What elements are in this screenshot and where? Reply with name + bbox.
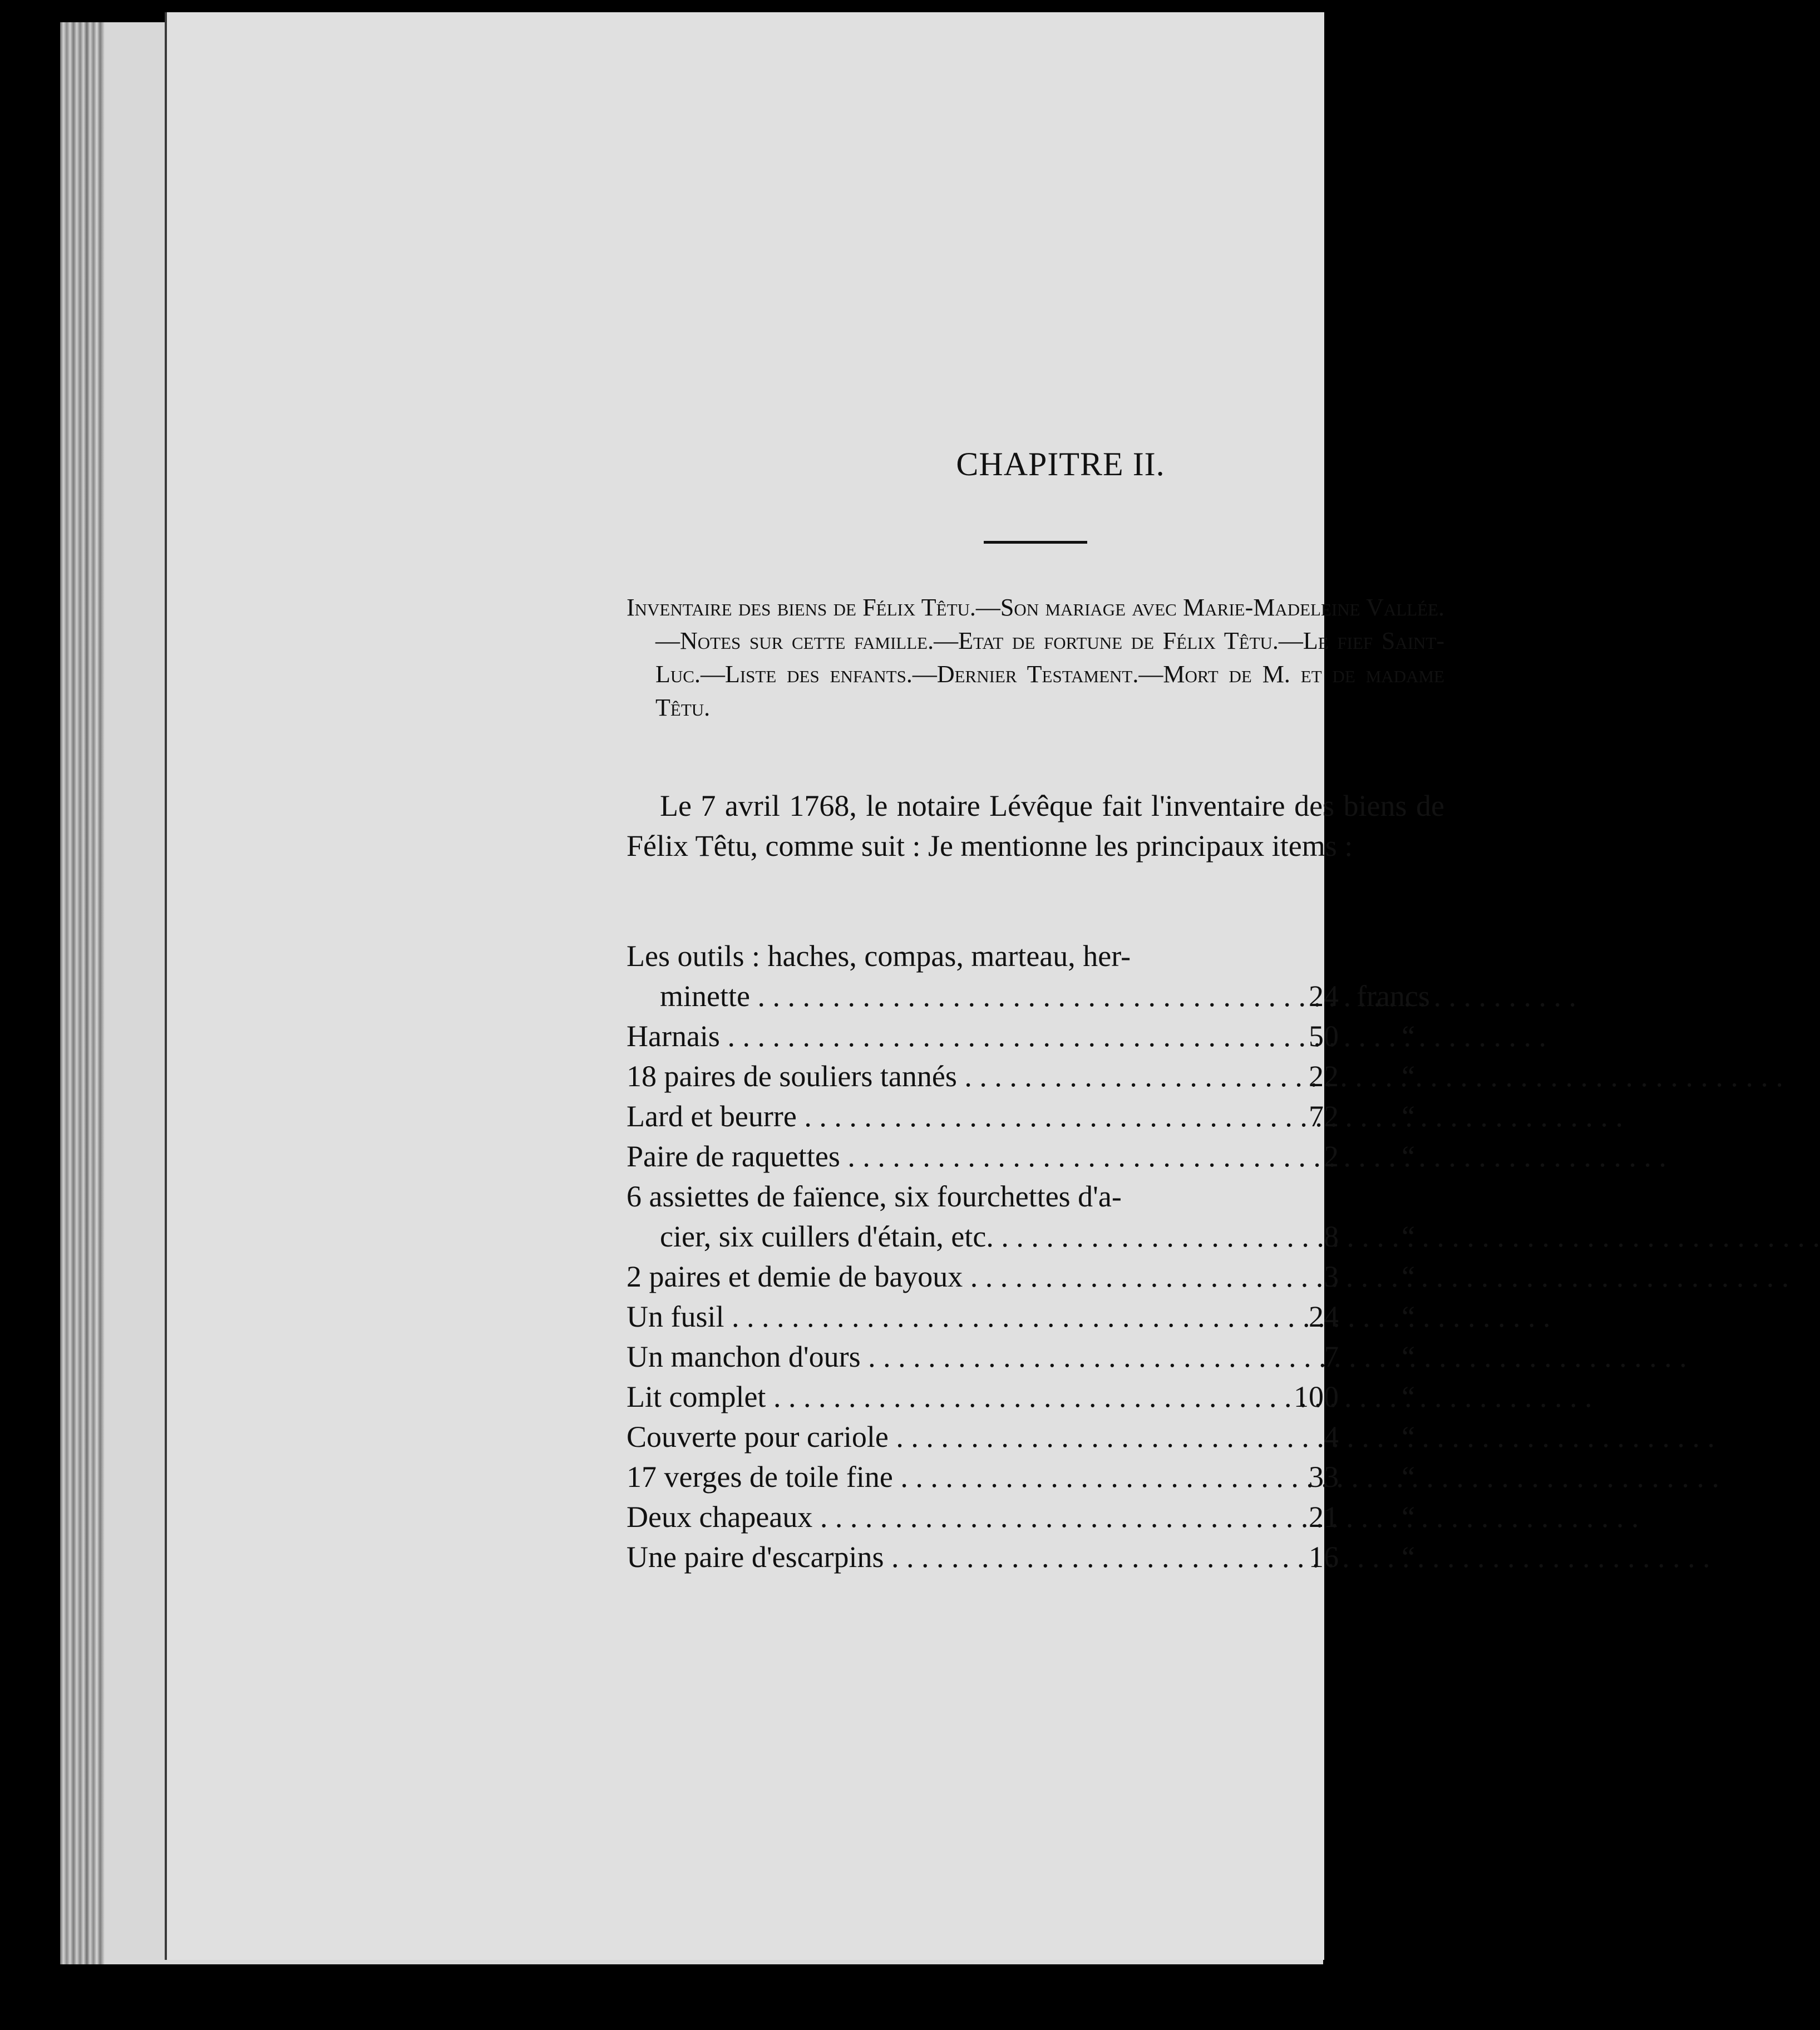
list-item bbox=[627, 1216, 1444, 1257]
item-label: Couverte pour cariole . . . bbox=[627, 1417, 1233, 1457]
item-ditto: “ bbox=[1402, 1500, 1415, 1534]
item-text: Les outils : haches, compas, marteau, her- bbox=[627, 939, 1131, 973]
page-content bbox=[627, 12, 1444, 1960]
item-label: Un manchon d'ours . . . bbox=[627, 1337, 1233, 1377]
item-label: 17 verges de toile fine . . . bbox=[627, 1457, 1233, 1497]
item-amount: 3 bbox=[1324, 1260, 1339, 1293]
list-item bbox=[627, 1417, 1444, 1457]
list-item bbox=[627, 1377, 1444, 1417]
item-label: Un fusil . . . bbox=[627, 1297, 1233, 1337]
item-ditto: “ bbox=[1402, 1420, 1415, 1453]
item-ditto: “ bbox=[1402, 1100, 1415, 1133]
list-item bbox=[627, 1136, 1444, 1176]
chapter-summary bbox=[627, 591, 1444, 725]
item-label: Harnais . . . bbox=[627, 1016, 1233, 1056]
item-label: minette . . . bbox=[660, 976, 1233, 1016]
item-amount: 22 bbox=[1309, 1060, 1339, 1093]
item-amount: 7 bbox=[1324, 1340, 1339, 1373]
item-ditto: “ bbox=[1402, 1140, 1415, 1173]
list-item bbox=[627, 976, 1444, 1016]
item-amount: 2 bbox=[1324, 1140, 1339, 1173]
item-ditto: “ bbox=[1402, 1380, 1415, 1413]
list-item bbox=[627, 1337, 1444, 1377]
item-ditto: “ bbox=[1402, 1220, 1415, 1253]
item-amount: 16 bbox=[1309, 1540, 1339, 1574]
list-item bbox=[627, 936, 1444, 976]
inventory-list bbox=[627, 936, 1444, 1577]
list-item bbox=[627, 1257, 1444, 1297]
book-page bbox=[165, 12, 1444, 1960]
item-ditto: “ bbox=[1402, 1540, 1415, 1574]
chapter-summary-text: Inventaire des biens de Félix Têtu.—Son mariage avec Marie-Madeleine Vallée.—Notes sur cette famille.—Etat de fortune de Félix Têtu.—Le fief Saint-Luc.—Liste des enfants.—Dernier Testament.—Mort de M. et de madame Têtu. bbox=[627, 594, 1444, 721]
item-amount: 8 bbox=[1324, 1220, 1339, 1253]
item-amount: 21 bbox=[1309, 1500, 1339, 1534]
item-label: 18 paires de souliers tannés . . . bbox=[627, 1056, 1233, 1096]
item-ditto: “ bbox=[1402, 1060, 1415, 1093]
item-ditto: “ bbox=[1402, 1300, 1415, 1333]
item-ditto: “ bbox=[1402, 1260, 1415, 1293]
item-text: 6 assiettes de faïence, six fourchettes d'a- bbox=[627, 1180, 1122, 1213]
list-item bbox=[627, 1457, 1444, 1497]
list-item bbox=[627, 1056, 1444, 1096]
list-item bbox=[627, 1537, 1444, 1577]
list-item bbox=[627, 1297, 1444, 1337]
item-label: cier, six cuillers d'étain, etc. . . . bbox=[660, 1216, 1233, 1257]
item-amount: 4 bbox=[1324, 1420, 1339, 1453]
item-amount: 72 bbox=[1309, 1100, 1339, 1133]
item-amount: 24 bbox=[1309, 979, 1339, 1013]
item-amount: 50 bbox=[1309, 1019, 1339, 1053]
list-item bbox=[627, 1497, 1444, 1537]
item-label: Deux chapeaux . . . bbox=[627, 1497, 1233, 1537]
item-label: Lard et beurre . . . bbox=[627, 1096, 1233, 1136]
item-amount: 100 bbox=[1294, 1380, 1339, 1413]
item-ditto: “ bbox=[1402, 1019, 1415, 1053]
item-label: Lit complet . . . bbox=[627, 1377, 1233, 1417]
item-amount: 33 bbox=[1309, 1460, 1339, 1494]
item-ditto: “ bbox=[1402, 1460, 1415, 1494]
item-ditto: “ bbox=[1402, 1340, 1415, 1373]
item-label: Paire de raquettes . . . bbox=[627, 1136, 1233, 1176]
chapter-title: CHAPITRE II. bbox=[956, 446, 1165, 482]
intro-paragraph: Le 7 avril 1768, le notaire Lévêque fait l'inventaire des biens de Félix Têtu, comme suit : Je mentionne les principaux items : bbox=[627, 789, 1444, 863]
item-unit: francs bbox=[1357, 979, 1430, 1013]
item-amount: 24 bbox=[1309, 1300, 1339, 1333]
list-item bbox=[627, 1176, 1444, 1216]
item-label: 2 paires et demie de bayoux . . . bbox=[627, 1257, 1233, 1297]
item-label: Une paire d'escarpins . . . bbox=[627, 1537, 1233, 1577]
list-item bbox=[627, 1096, 1444, 1136]
title-rule bbox=[984, 541, 1087, 544]
list-item bbox=[627, 1016, 1444, 1056]
